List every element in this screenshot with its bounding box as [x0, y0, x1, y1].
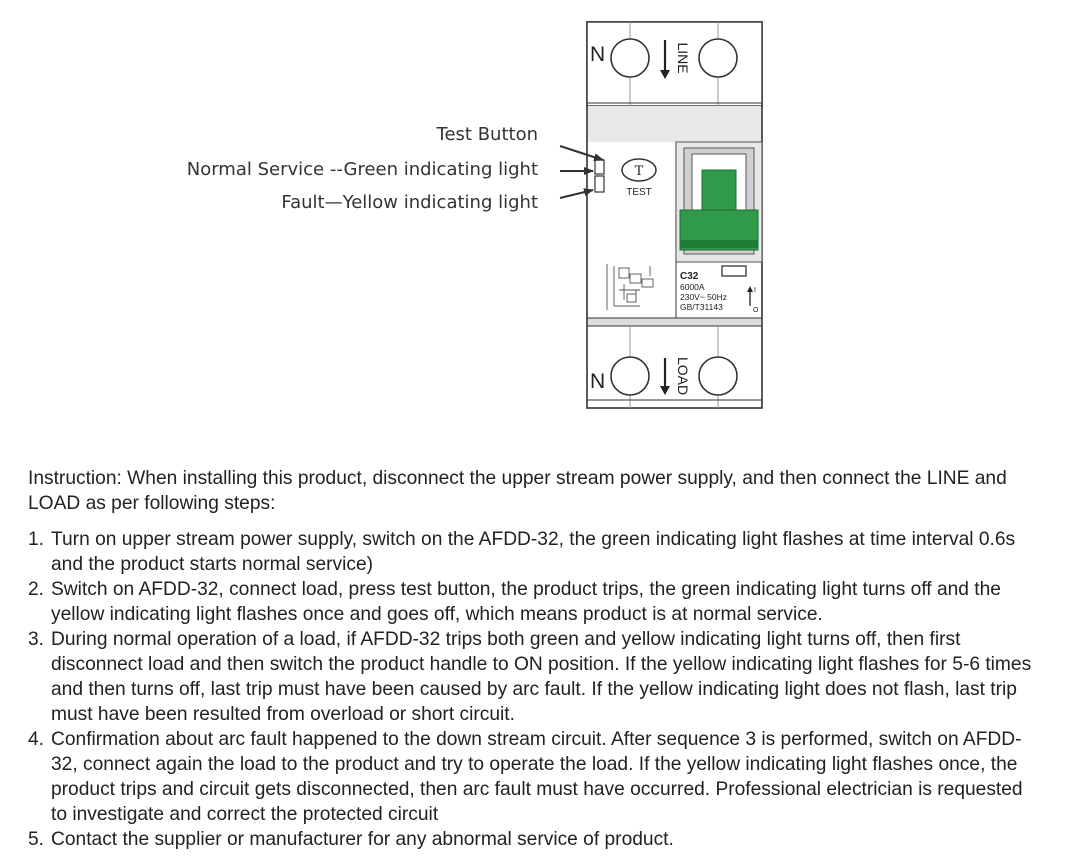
instruction-steps-list	[28, 527, 1038, 852]
indicator-light-green	[595, 160, 604, 174]
neutral-label-bottom: N	[590, 370, 606, 393]
green-light-callout: Normal Service --Green indicating light	[186, 159, 538, 180]
indicator-light-yellow	[595, 176, 604, 192]
instruction-step	[28, 727, 1038, 827]
step-text: Switch on AFDD-32, connect load, press test button, the product trips, the green indicating light turns off and the yellow indicating light flashes once and goes off, which means product is at normal service.	[51, 579, 1001, 625]
instruction-step	[28, 627, 1038, 727]
step-number: 3.	[28, 629, 45, 650]
instructions-intro: Instruction: When installing this product, disconnect the upper stream power supply, and then connect the LINE and LOAD as per following steps:	[28, 468, 1007, 514]
green-handle[interactable]	[702, 170, 736, 210]
instruction-step	[28, 827, 1038, 852]
yellow-light-callout: Fault—Yellow indicating light	[281, 192, 538, 213]
off-symbol: O	[753, 307, 759, 314]
breaking-capacity-text: 6000A	[680, 282, 705, 292]
instructions-section	[28, 466, 1038, 852]
step-number: 2.	[28, 579, 45, 600]
step-text: During normal operation of a load, if AFDD-32 trips both green and yellow indicating light turns off, then first disconnect load and then switch the product handle to ON position. If the yellow indicating light flashes for 5-6 times and then turns off, last trip must have been caused by arc fault. If the yellow indicating light does not flash, last trip must have been resulted from overload or short circuit.	[51, 629, 1032, 725]
line-terminal-block	[587, 22, 762, 106]
load-label: LOAD	[675, 356, 691, 396]
body-shade-band	[588, 106, 761, 142]
line-phase-terminal	[699, 39, 737, 77]
rating-window	[722, 266, 746, 276]
step-number: 4.	[28, 729, 45, 750]
step-number: 1.	[28, 529, 45, 550]
body-lower-band	[588, 318, 761, 326]
test-button-symbol: T	[634, 164, 644, 179]
rating-text: C32	[680, 271, 699, 282]
step-text: Confirmation about arc fault happened to the down stream circuit. After sequence 3 is performed, switch on AFDD-32, connect again the load to the product and try to operate the load. If the yellow indicating light flashes once, the product trips and circuit gets disconnected, then arc fault must have occurred. Professional electrician is requested to investigate and correct the protected circuit	[51, 729, 1023, 825]
load-phase-terminal	[699, 357, 737, 395]
test-button-callout: Test Button	[436, 124, 538, 145]
step-text: Contact the supplier or manufacturer for any abnormal service of product.	[51, 829, 674, 850]
neutral-label-top: N	[590, 43, 606, 66]
standard-text: GB/T31143	[680, 302, 723, 312]
instruction-step	[28, 527, 1038, 577]
step-text: Turn on upper stream power supply, switch on the AFDD-32, the green indicating light flashes at time interval 0.6s and the product starts normal service)	[51, 529, 1016, 575]
test-button-text: TEST	[626, 187, 652, 198]
load-neutral-terminal	[611, 357, 649, 395]
instruction-step	[28, 577, 1038, 627]
on-symbol: I	[754, 287, 756, 294]
line-label: LINE	[675, 42, 691, 74]
voltage-text: 230V~ 50Hz	[680, 292, 728, 302]
step-number: 5.	[28, 829, 45, 850]
line-neutral-terminal	[611, 39, 649, 77]
